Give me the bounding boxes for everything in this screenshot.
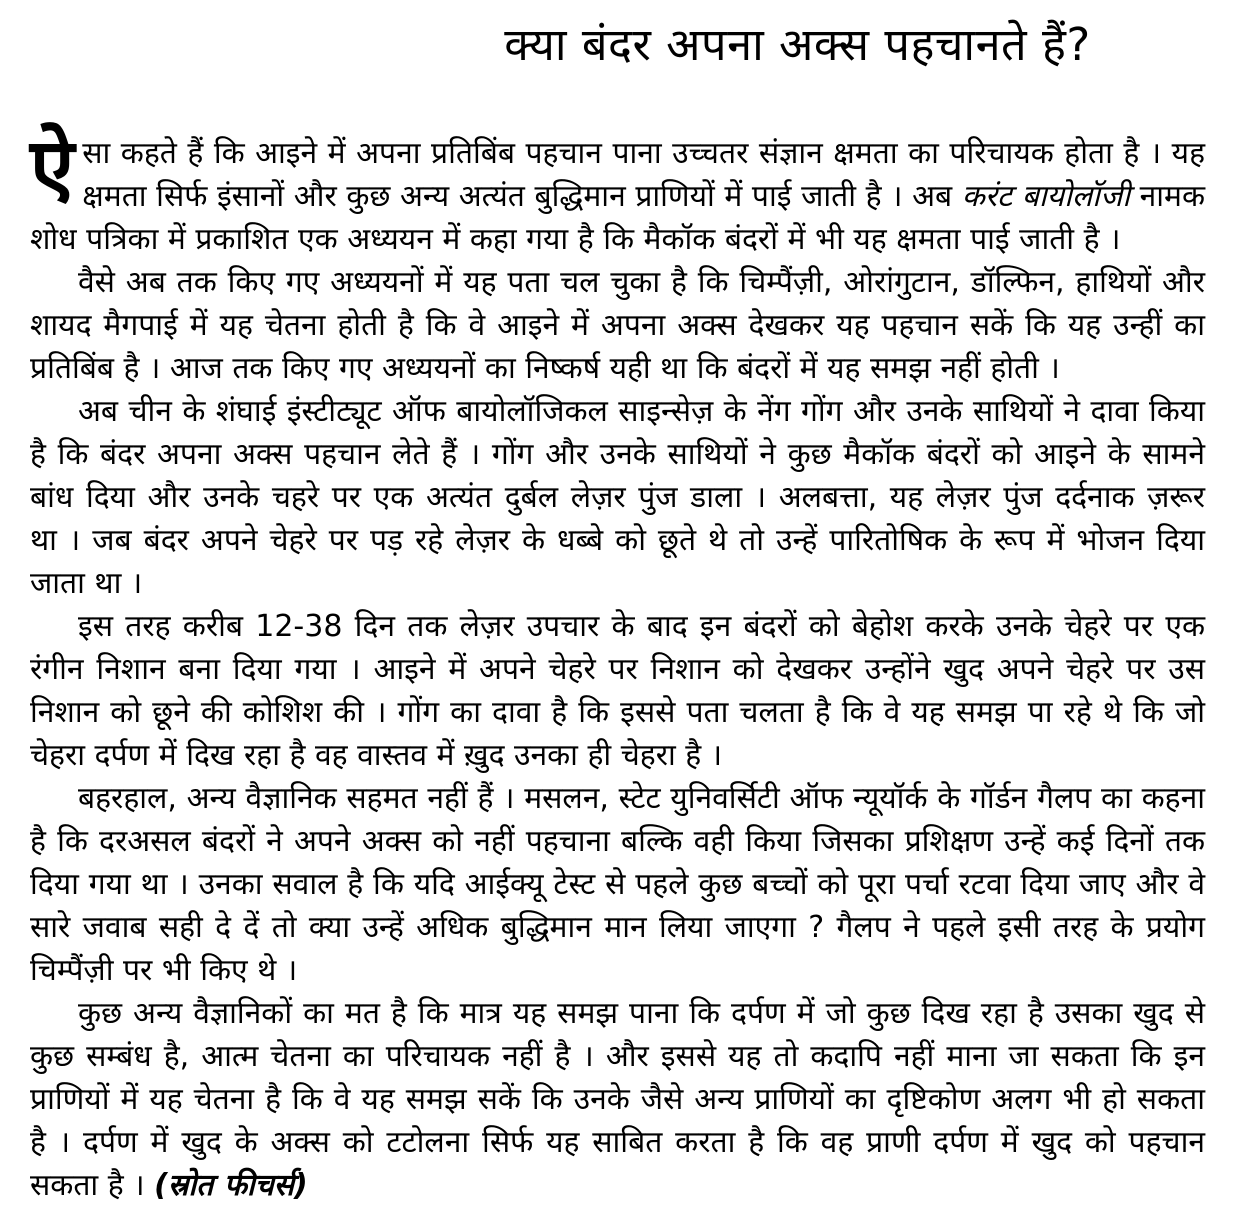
paragraph-intro bbox=[30, 121, 1205, 261]
paragraph-conclusion-text: कुछ अन्य वैज्ञानिकों का मत है कि मात्र यह समझ पाना कि दर्पण में जो कुछ दिख रहा है उसका खुद से कुछ सम्बंध है, आत्म चेतना का परिचायक नहीं है । और इससे यह तो कदापि नहीं माना जा सकता कि इन प्राणियों में यह चेतना है कि वे यह समझ सकें कि उनके जैसे अन्य प्राणियों का दृष्टिकोण अलग भी हो सकता है । दर्पण में खुद के अक्स को टटोलना सिर्फ यह साबित करता है कि वह प्राणी दर्पण में खुद को पहचान सकता है । bbox=[30, 996, 1205, 1203]
paragraph-intro-text-after-journal: नामक शोध पत्रिका में प्रकाशित एक अध्ययन में कहा गया है कि मैकॉक बंदरों में भी यह क्षमता पाई जाती है । bbox=[30, 179, 1205, 257]
paragraph-shanghai-experiment: अब चीन के शंघाई इंस्टीट्यूट ऑफ बायोलॉजिकल साइन्सेज़ के नेंग गोंग और उनके साथियों ने दावा किया है कि बंदर अपना अक्स पहचान लेते हैं । गोंग और उनके साथियों ने कुछ मैकॉक बंदरों को आइने के सामने बांध दिया और उनके चहरे पर एक अत्यंत दुर्बल लेज़र पुंज डाला । अलबत्ता, यह लेज़र पुंज दर्दनाक ज़रूर था । जब बंदर अपने चेहरे पर पड़ रहे लेज़र के धब्बे को छूते थे तो उन्हें पारितोषिक के रूप में भोजन दिया जाता था । bbox=[30, 394, 1205, 601]
source-credit: (स्रोत फीचर्स) bbox=[154, 1168, 308, 1203]
paragraph-intro-text-before-journal: सा कहते हैं कि आइने में अपना प्रतिबिंब पहचान पाना उच्चतर संज्ञान क्षमता का परिचायक होता है । यह क्षमता सिर्फ इंसानों और कुछ अन्य अत्यंत बुद्धिमान प्राणियों में पाई जाती है । अब bbox=[82, 136, 1205, 214]
drop-cap-letter: ऐ bbox=[30, 121, 75, 214]
paragraph-gallup-criticism: बहरहाल, अन्य वैज्ञानिक सहमत नहीं हैं । मसलन, स्टेट युनिवर्सिटी ऑफ न्यूयॉर्क के गॉर्डन गैलप का कहना है कि दरअसल बंदरों ने अपने अक्स को नहीं पहचाना बल्कि वही किया जिसका प्रशिक्षण उन्हें कई दिनों तक दिया गया था । उनका सवाल है कि यदि आईक्यू टेस्ट से पहले कुछ बच्चों को पूरा पर्चा रटवा दिया जाए और वे सारे जवाब सही दे दें तो क्या उन्हें अधिक बुद्धिमान मान लिया जाएगा ? गैलप ने पहले इसी तरह के प्रयोग चिम्पैंज़ी पर भी किए थे । bbox=[30, 781, 1205, 988]
journal-name-italic: करंट बायोलॉजी bbox=[961, 179, 1130, 214]
paragraph-conclusion bbox=[30, 992, 1205, 1207]
paragraph-prior-studies: वैसे अब तक किए गए अध्ययनों में यह पता चल चुका है कि चिम्पैंज़ी, ओरांगुटान, डॉल्फिन, हाथियों और शायद मैगपाई में यह चेतना होती है कि वे आइने में अपना अक्स देखकर यह पहचान सकें कि यह उन्हीं का प्रतिबिंब है । आज तक किए गए अध्ययनों का निष्कर्ष यही था कि बंदरों में यह समझ नहीं होती । bbox=[30, 265, 1205, 386]
page-title: क्या बंदर अपना अक्स पहचानते हैं? bbox=[504, 18, 1091, 71]
article-body bbox=[30, 121, 1205, 1207]
paragraph-mark-test: इस तरह करीब 12-38 दिन तक लेज़र उपचार के बाद इन बंदरों को बेहोश करके उनके चेहरे पर एक रंगीन निशान बना दिया गया । आइने में अपने चेहरे पर निशान को देखकर उन्होंने खुद अपने चेहरे पर उस निशान को छूने की कोशिश की । गोंग का दावा है कि इससे पता चलता है कि वे यह समझ पा रहे थे कि जो चेहरा दर्पण में दिख रहा है वह वास्तव में ख़ुद उनका ही चेहरा है । bbox=[30, 609, 1205, 773]
